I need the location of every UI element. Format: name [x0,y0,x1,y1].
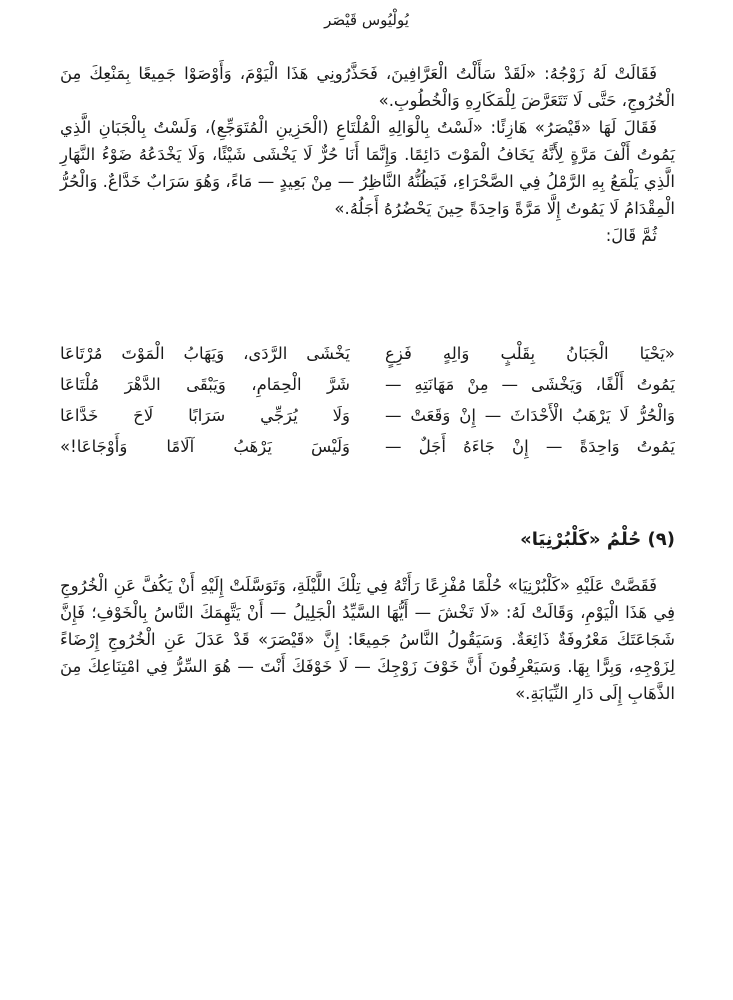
verse-first-hemistich: يَمُوتُ وَاحِدَةً — إِنْ جَاءَهُ أَجَلٌ — [385,437,675,456]
poem-verse [60,338,675,369]
paragraph: فَقَالَتْ لَهُ زَوْجُهُ: «لَقَدْ سَأَلْتُ الْعَرَّافِينَ، فَحَذَّرُونِي هَذَا الْيَوْمَ، وَأَوْصَوْا جَمِيعًا بِمَنْعِكَ مِنَ الْخُرُوجِ، حَتَّى لَا تَتَعَرَّضَ لِلْمَكَارِهِ وَالْخُطُوبِ.» [60,64,675,110]
poem-verse [60,431,675,462]
paragraph: فَقَصَّتْ عَلَيْهِ «كَلْبُرْنِيَا» حُلْمًا مُفْزِعًا رَأَتْهُ فِي تِلْكَ اللَّيْلَةِ، وَتَوَسَّلَتْ إِلَيْهِ أَنْ يَكُفَّ عَنِ الْخُرُوجِ فِي هَذَا الْيَوْمِ، وَقَالَتْ لَهُ: «لَا تَخْشَ — أَيُّهَا السَّيِّدُ الْجَلِيلُ — أَنْ يَتَّهِمَكَ النَّاسُ بِالْخَوْفِ؛ فَإِنَّ شَجَاعَتَكَ مَعْرُوفَةٌ ذَائِعَةٌ. وَسَيَقُولُ النَّاسُ جَمِيعًا: إِنَّ «قَيْصَرَ» قَدْ عَدَلَ عَنِ الْخُرُوجِ إِرْضَاءً لِزَوْجِهِ، وَبِرًّا بِهَا. وَسَيَعْرِفُونَ أَنَّ خَوْفَ زَوْجِكَ — لَا خَوْفَكَ أَنْتَ — هُوَ السِّرُّ فِي امْتِنَاعِكَ مِنَ الذَّهَابِ إِلَى دَارِ النِّيَابَةِ.» [60,576,675,703]
section-heading: (٩) حُلْمُ «كَلْبُرْنِيَا» [520,529,675,550]
verse-second-hemistich: يَخْشَى الرَّدَى، وَيَهَابُ الْمَوْتَ مُرْتَاعَا [60,344,350,363]
paragraph: ثُمَّ قَالَ: [605,226,657,245]
poem-verse [60,369,675,400]
verse-first-hemistich: يَمُوتُ أَلْفًا، وَيَخْشَى — مِنْ مَهَانَتِهِ — [385,375,675,394]
running-header: يُولْيُوس قَيْصَر [324,11,409,29]
top-text-block [60,60,675,249]
verse-second-hemistich: شَرَّ الْحِمَامِ، وَيَبْقَى الدَّهْرَ مُلْتَاعَا [60,375,350,394]
verse-second-hemistich: وَلَيْسَ يَرْهَبُ آلَامًا وَأَوْجَاعَا!» [60,437,350,456]
verse-second-hemistich: وَلَا يُرَجِّي سَرَابًا لَاحَ خَدَّاعَا [60,406,350,425]
bottom-text-block [60,572,675,707]
verse-first-hemistich: وَالْحُرُّ لَا يَرْهَبُ الْأَحْدَاثَ — إِنْ وَقَعَتْ — [385,406,675,425]
poem-verse [60,400,675,431]
verse-first-hemistich: «يَحْيَا الْجَبَانُ بِقَلْبٍ وَالِهٍ فَزِعٍ [385,344,675,363]
poem [60,338,675,462]
paragraph: فَقَالَ لَهَا «قَيْصَرُ» هَازِئًا: «لَسْتُ بِالْوَالِهِ الْمُلْتَاعِ (الْحَزِينِ الْمُتَوَجِّعِ)، وَلَسْتُ بِالْجَبَانِ الَّذِي يَمُوتُ أَلْفَ مَرَّةٍ لِأَنَّهُ يَخَافُ الْمَوْتَ دَائِمًا. وَإِنَّمَا أَنَا حُرٌّ لَا يَخْشَى شَيْئًا، وَلَا يَخْدَعُهُ ضَوْءُ النَّهَارِ الَّذِي يَلْمَعُ بِهِ الرَّمْلُ فِي الصَّحْرَاءِ، فَيَظُنُّهُ النَّاظِرُ — مِنْ بَعِيدٍ — مَاءً، وَهُوَ سَرَابٌ خَدَّاعٌ. وَالْحُرُّ الْمِقْدَامُ لَا يَمُوتُ إِلَّا مَرَّةً وَاحِدَةً حِينَ يَحْضُرُهُ أَجَلُهُ.» [60,118,675,218]
